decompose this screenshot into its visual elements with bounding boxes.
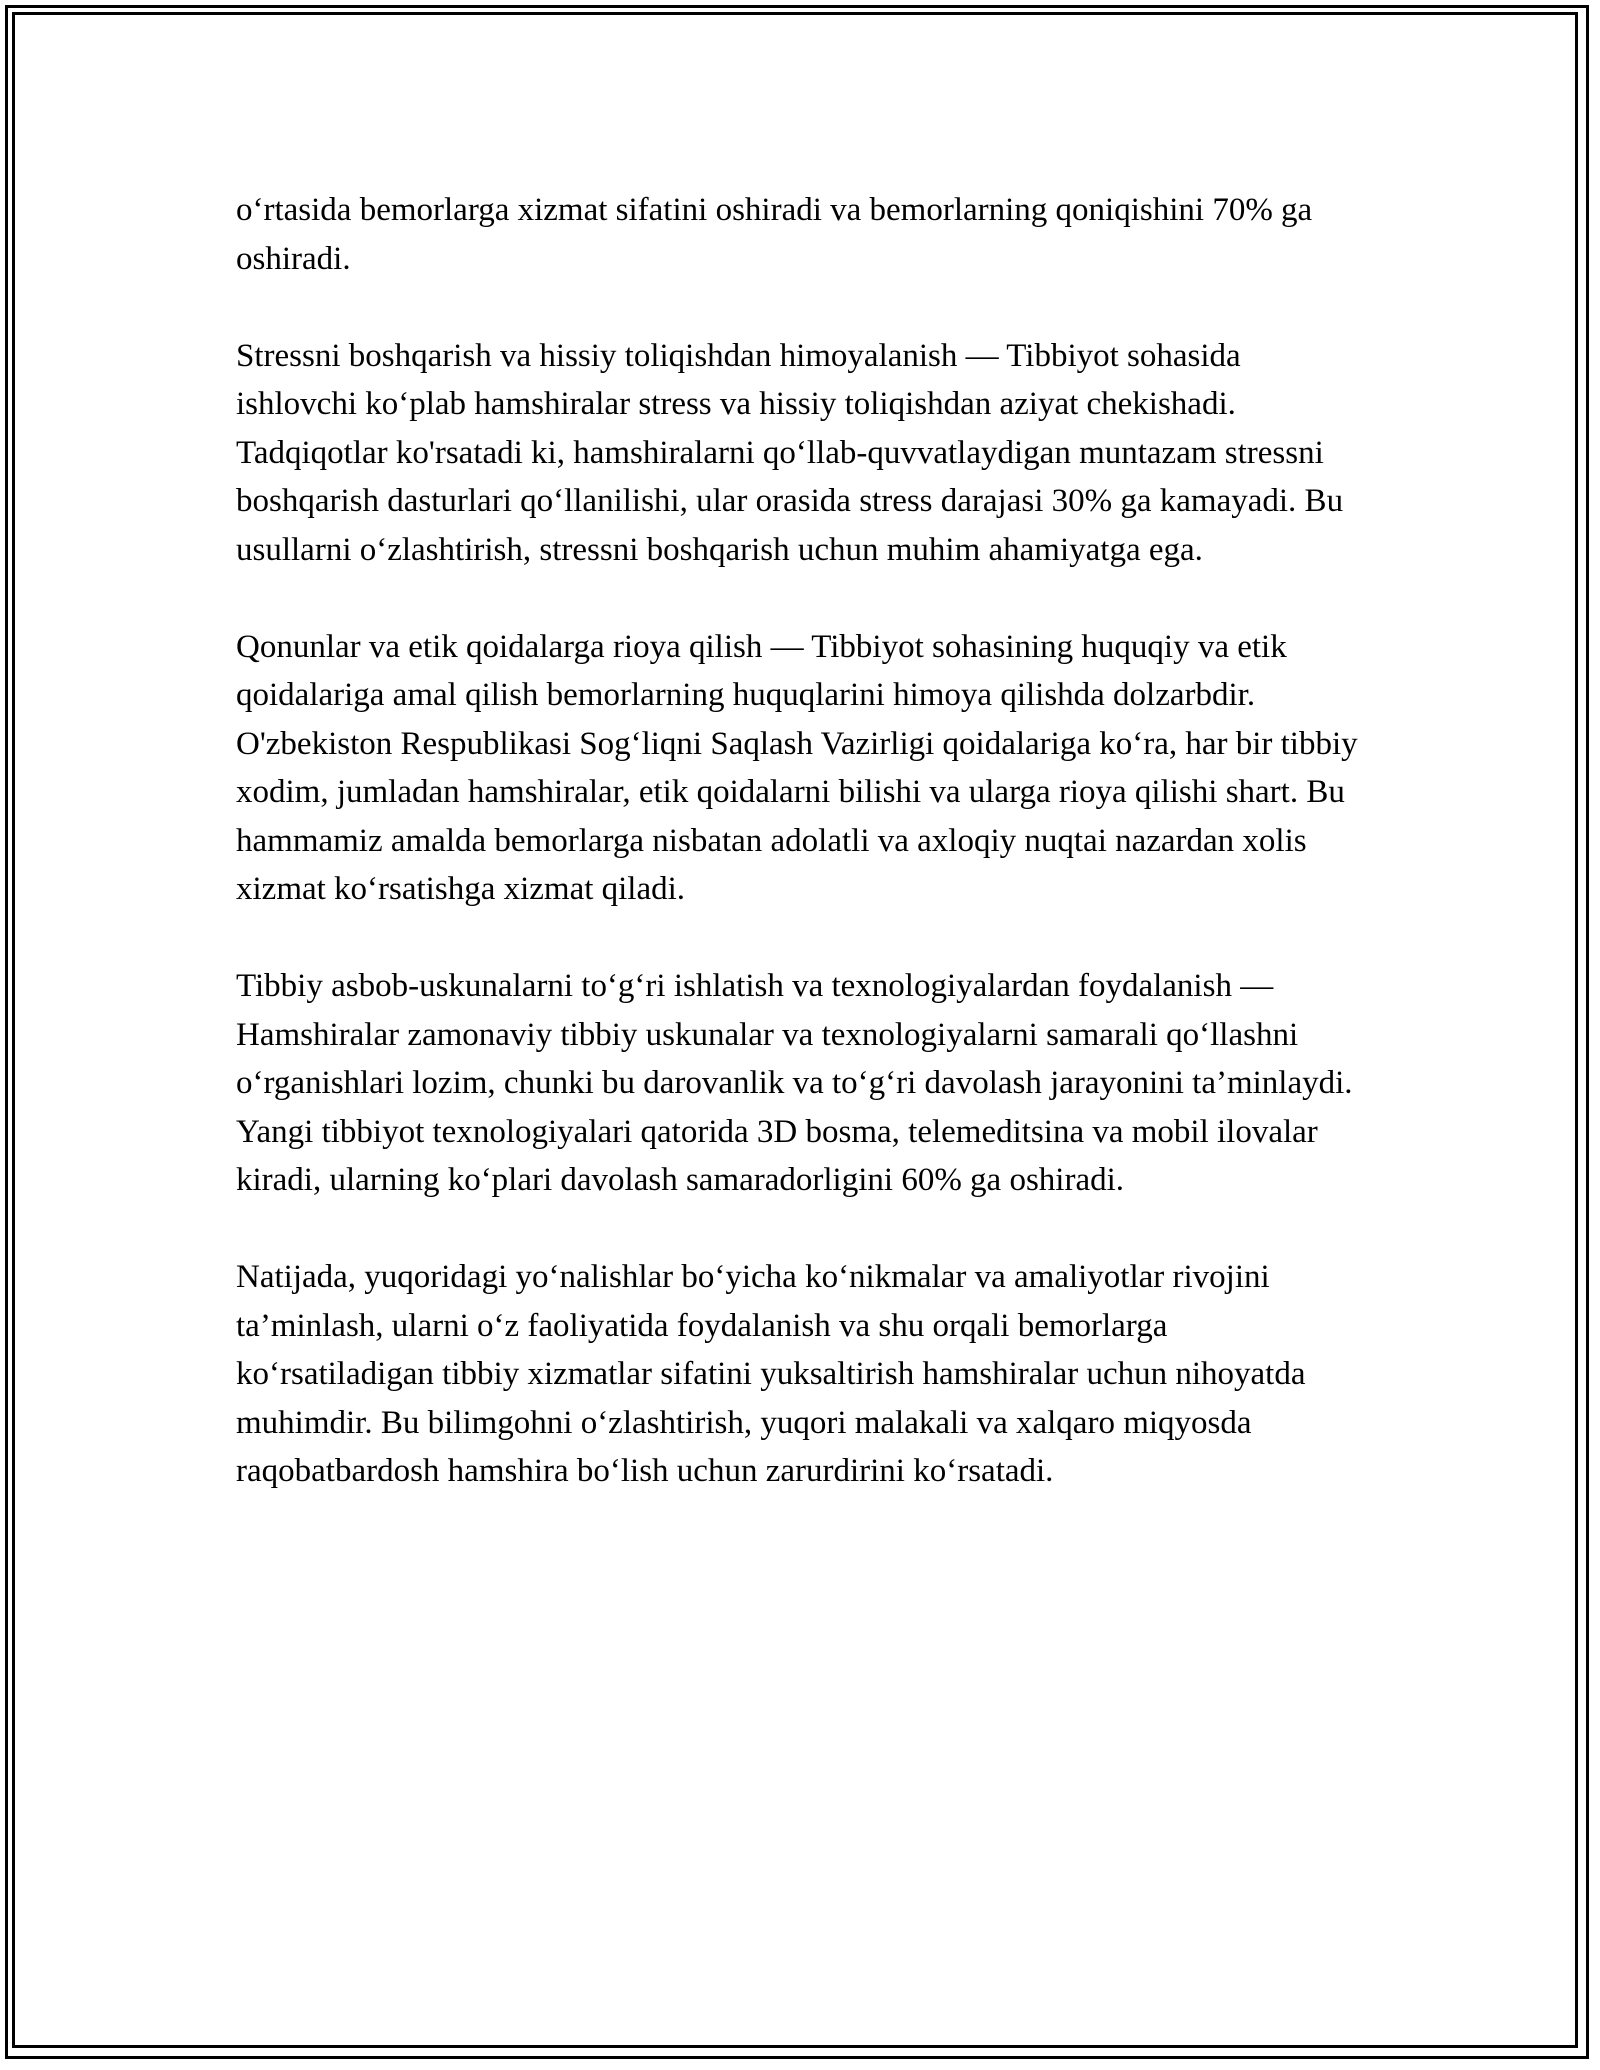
- paragraph-medical-equipment: Tibbiy asbob-uskunalarni to‘g‘ri ishlatish va texnologiyalardan foydalanish — Hamshiralar zamonaviy tibbiy uskunalar va texnologiyalarni samarali qo‘llashni o‘rganishlari lozim, chunki bu darovanlik va to‘g‘ri davolash jarayonini ta’minlaydi. Yangi tibbiyot texnologiyalari qatorida 3D bosma, telemeditsina va mobil ilovalar kiradi, ularning ko‘plari davolash samaradorligini 60% ga oshiradi.: [236, 968, 1353, 1198]
- paragraph-conclusion: Natijada, yuqoridagi yo‘nalishlar bo‘yicha ko‘nikmalar va amaliyotlar rivojini ta’minlash, ularni o‘z faoliyatida foydalanish va shu orqali bemorlarga ko‘rsatiladigan tibbiy xizmatlar sifatini yuksaltirish hamshiralar uchun nihoyatda muhimdir. Bu bilimgohni o‘zlashtirish, yuqori malakali va xalqaro miqyosda raqobatbardosh hamshira bo‘lish uchun zarurdirini ko‘rsatadi.: [236, 1259, 1306, 1489]
- paragraph-stress-management: Stressni boshqarish va hissiy toliqishdan himoyalanish — Tibbiyot sohasida ishlovchi ko‘plab hamshiralar stress va hissiy toliqishdan aziyat chekishadi. Tadqiqotlar ko'rsatadi ki, hamshiralarni qo‘llab-quvvatlaydigan muntazam stressni boshqarish dasturlari qo‘llanilishi, ular orasida stress darajasi 30% ga kamayadi. Bu usullarni o‘zlashtirish, stressni boshqarish uchun muhim ahamiyatga ega.: [236, 337, 1344, 568]
- document-body: [236, 186, 1366, 1544]
- paragraph-patient-satisfaction: o‘rtasida bemorlarga xizmat sifatini oshiradi va bemorlarning qoniqishini 70% ga oshiradi.: [236, 192, 1313, 277]
- paragraph-laws-ethics: Qonunlar va etik qoidalarga rioya qilish — Tibbiyot sohasining huquqiy va etik qoidalariga amal qilish bemorlarning huquqlarini himoya qilishda dolzarbdir. O'zbekiston Respublikasi Sog‘liqni Saqlash Vazirligi qoidalariga ko‘ra, har bir tibbiy xodim, jumladan hamshiralar, etik qoidalarni bilishi va ularga rioya qilishi shart. Bu hammamiz amalda bemorlarga nisbatan adolatli va axloqiy nuqtai nazardan xolis xizmat ko‘rsatishga xizmat qiladi.: [236, 628, 1358, 907]
